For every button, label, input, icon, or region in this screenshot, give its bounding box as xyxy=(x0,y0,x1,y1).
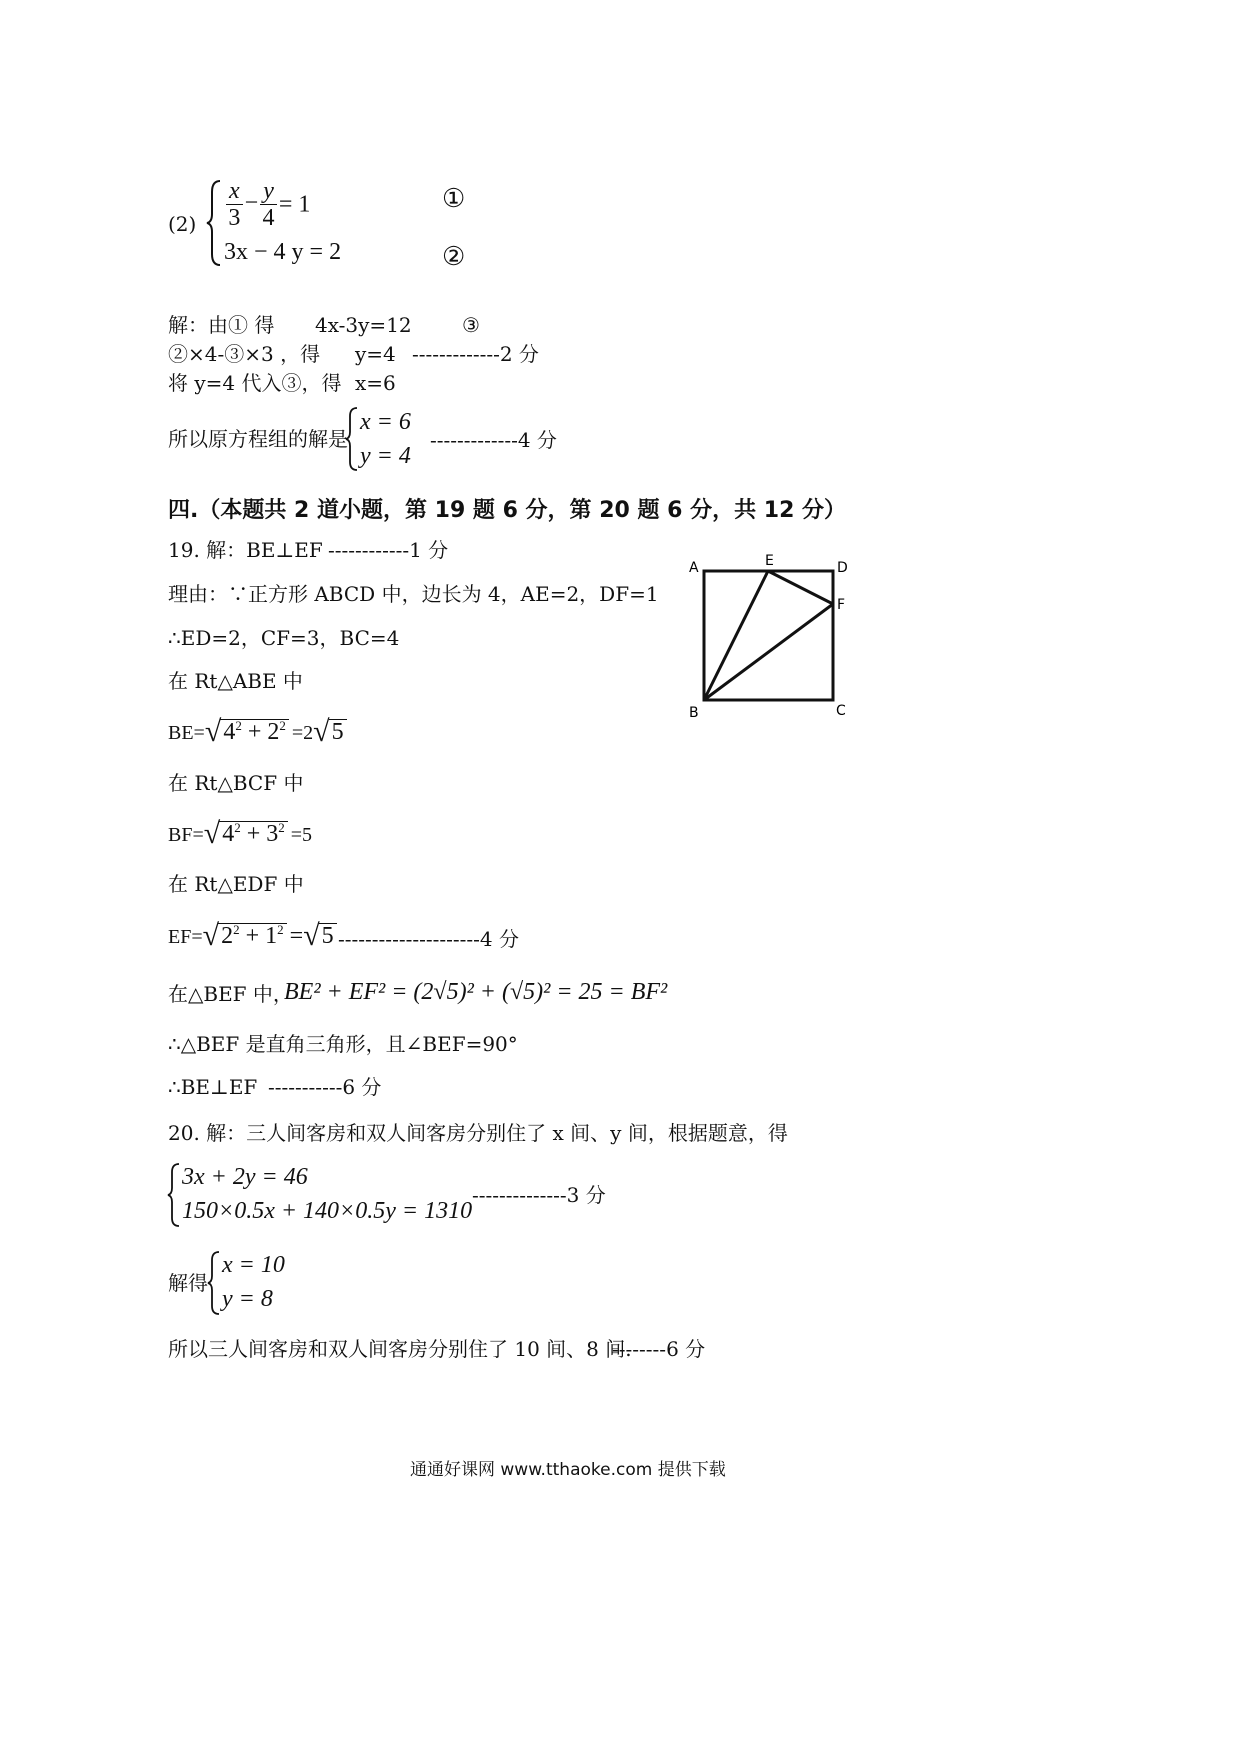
q20-sol-label: 解得 xyxy=(168,1271,208,1295)
label-d: D xyxy=(837,560,848,576)
sol-line-4-a: 所以原方程组的解是 xyxy=(168,427,348,451)
footer-text: 通通好课网 www.tthaoke.com 提供下载 xyxy=(410,1460,726,1480)
ef-formula: $EF=√2^2 + 1^2 =√5$ xyxy=(168,922,337,951)
sol-y: y = 4 xyxy=(360,443,411,469)
q19-line-1-b: ------------1 分 xyxy=(328,538,449,562)
q19-line-7-a: 在△BEF 中， xyxy=(168,982,293,1006)
label-c: C xyxy=(836,703,846,719)
q20-mark-2: --------6 分 xyxy=(612,1337,706,1361)
square-abcd xyxy=(704,571,833,700)
sol-line-3-a: 将 y=4 代入③，得 xyxy=(168,371,342,395)
q20-sol-x: x = 10 xyxy=(222,1252,285,1278)
q19-line-3: ∴ED=2，CF=3，BC=4 xyxy=(168,626,400,650)
sol-line-2-a: ②×4-③×3 ，得 xyxy=(168,342,321,366)
segment-be xyxy=(704,571,768,700)
sol-line-3-b: x=6 xyxy=(355,371,396,395)
q19-line-7-math: BE² + EF² = (2√5)² + (√5)² = 25 = BF² xyxy=(284,979,668,1005)
sol-line-4-c: -------------4 分 xyxy=(430,428,557,452)
q20-line-1: 20. 解：三人间客房和双人间客房分别住了 x 间、y 间，根据题意，得 xyxy=(168,1121,788,1145)
q20-eq-2: 150×0.5x + 140×0.5y = 1310 xyxy=(182,1198,473,1224)
segment-ef xyxy=(768,571,833,604)
segment-bf xyxy=(704,604,833,700)
part-label: (2) xyxy=(168,212,197,236)
q19-line-2: 理由：∵正方形 ABCD 中，边长为 4，AE=2，DF=1 xyxy=(168,582,659,606)
sol-line-1-c: ③ xyxy=(462,313,480,337)
q19-line-9-b: -----------6 分 xyxy=(268,1075,382,1099)
q20-sol-y: y = 8 xyxy=(222,1286,273,1312)
eq-mark-1: ① xyxy=(442,184,466,214)
q20-mark-1: --------------3 分 xyxy=(472,1183,606,1207)
q20-brace xyxy=(166,1162,182,1228)
label-f: F xyxy=(837,597,846,613)
label-e: E xyxy=(765,553,774,569)
equation-2: 3x − 4 y = 2 xyxy=(224,239,342,265)
equation-1: $\frac{x}{3}$ − $\frac{y}{4}$ = 1 xyxy=(224,178,310,231)
sol-line-2-c: -------------2 分 xyxy=(412,342,539,366)
q19-line-1-a: 19. 解：BE⊥EF xyxy=(168,538,323,562)
be-formula: $BE=√4^2 + 2^2 =2√5$ xyxy=(168,718,347,747)
ef-mark: ---------------------4 分 xyxy=(338,927,519,951)
q20-sol-brace xyxy=(206,1250,222,1316)
eq-mark-2: ② xyxy=(442,242,466,272)
label-b: B xyxy=(689,705,699,721)
solution-brace xyxy=(344,406,360,472)
section-4-heading: 四.（本题共 2 道小题，第 19 题 6 分，第 20 题 6 分，共 12 分） xyxy=(168,498,847,523)
q19-line-8: ∴△BEF 是直角三角形，且∠BEF=90° xyxy=(168,1032,518,1056)
sol-line-1-b: 4x-3y=12 xyxy=(315,313,412,337)
q19-line-4: 在 Rt△ABE 中 xyxy=(168,669,303,693)
q19-line-5: 在 Rt△BCF 中 xyxy=(168,771,304,795)
sol-x: x = 6 xyxy=(360,409,411,435)
q19-line-6: 在 Rt△EDF 中 xyxy=(168,872,304,896)
label-a: A xyxy=(689,560,699,576)
bf-formula: $BF=√4^2 + 3^2 =5$ xyxy=(168,817,313,850)
square-figure xyxy=(680,548,860,728)
sol-line-1-a: 解：由① 得 xyxy=(168,313,275,337)
sol-line-2-b: y=4 xyxy=(355,342,396,366)
system-brace xyxy=(204,178,224,268)
q20-eq-1: 3x + 2y = 46 xyxy=(182,1164,308,1190)
q19-line-9-a: ∴BE⊥EF xyxy=(168,1075,258,1099)
q20-final: 所以三人间客房和双人间客房分别住了 10 间、8 间. xyxy=(168,1337,632,1361)
